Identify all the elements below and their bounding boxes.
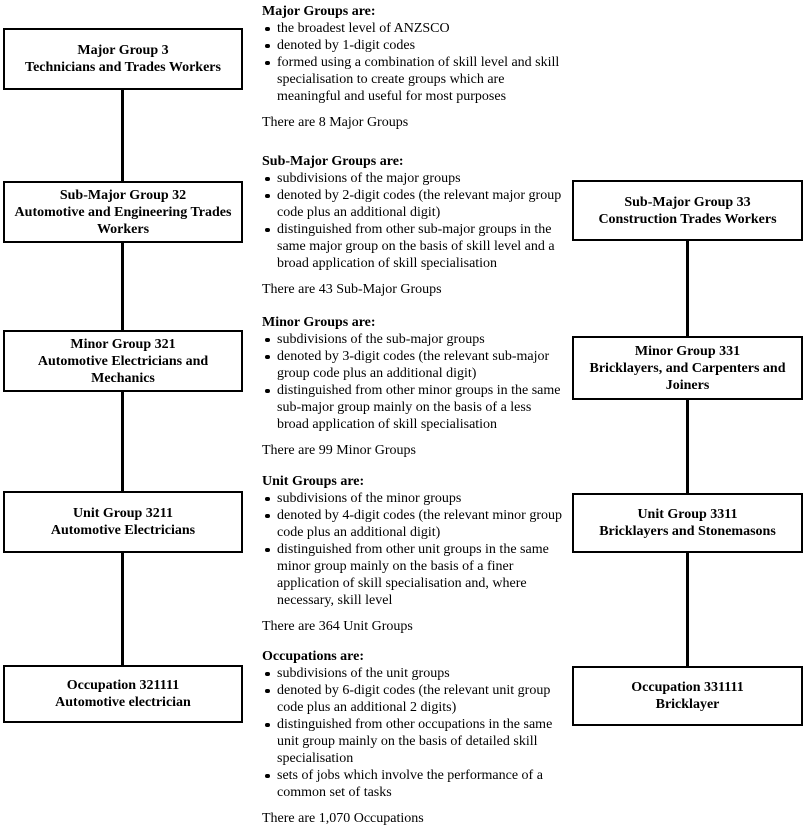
section-minor-groups [262, 314, 562, 459]
connector-right-3 [686, 553, 689, 666]
box-code: Sub-Major Group 32 [59, 187, 187, 203]
bullet-list [262, 331, 562, 433]
connector-right-1 [686, 241, 689, 336]
section-sub-major-groups [262, 153, 562, 298]
bullet-item: the broadest level of ANZSCO [262, 20, 562, 37]
bullet-item: denoted by 1-digit codes [262, 37, 562, 54]
section-major-groups [262, 3, 562, 131]
bullet-list [262, 170, 562, 272]
bullet-item: subdivisions of the minor groups [262, 490, 562, 507]
section-heading: Unit Groups are: [262, 474, 365, 489]
box-code: Occupation 331111 [631, 680, 744, 695]
bullet-list [262, 665, 562, 801]
box-major-group-3 [3, 28, 243, 90]
box-name: Bricklayers and Stonemasons [599, 524, 776, 539]
bullet-item: denoted by 4-digit codes (the relevant minor group code plus an additional digit) [262, 507, 562, 541]
box-minor-group-331 [572, 336, 803, 400]
box-name: Technicians and Trades Workers [25, 60, 221, 75]
box-name: Automotive electrician [55, 695, 191, 710]
bullet-item: subdivisions of the sub-major groups [262, 331, 562, 348]
section-heading: Minor Groups are: [262, 315, 376, 330]
box-code: Major Group 3 [77, 43, 169, 58]
group-count: There are 8 Major Groups [262, 115, 409, 130]
connector-left-2 [121, 243, 124, 330]
box-name: Automotive and Engineering Trades Workers [14, 204, 232, 237]
box-code: Sub-Major Group 33 [624, 194, 751, 210]
group-count: There are 43 Sub-Major Groups [262, 282, 442, 297]
section-unit-groups [262, 473, 562, 635]
bullet-item: distinguished from other minor groups in the same sub-major group mainly on the basis of a less broad application of skill specialisation [262, 382, 562, 433]
box-name: Construction Trades Workers [598, 211, 777, 227]
group-count: There are 364 Unit Groups [262, 619, 413, 634]
box-name: Bricklayers, and Carpenters and Joiners [589, 360, 786, 393]
section-heading: Occupations are: [262, 649, 365, 664]
section-heading: Sub-Major Groups are: [262, 154, 404, 169]
box-occupation-321111 [3, 665, 243, 723]
box-code: Unit Group 3211 [72, 506, 174, 521]
box-code: Minor Group 321 [70, 336, 176, 352]
box-unit-group-3211 [3, 491, 243, 553]
box-name: Bricklayer [655, 697, 720, 712]
bullet-item: subdivisions of the unit groups [262, 665, 562, 682]
box-code: Occupation 321111 [66, 678, 180, 693]
box-sub-major-group-32 [3, 181, 243, 243]
bullet-list [262, 20, 562, 105]
bullet-list [262, 490, 562, 609]
bullet-item: distinguished from other occupations in the same unit group mainly on the basis of detailed skill specialisation [262, 716, 562, 767]
bullet-item: denoted by 3-digit codes (the relevant sub-major group code plus an additional digit) [262, 348, 562, 382]
connector-right-2 [686, 400, 689, 493]
bullet-item: denoted by 2-digit codes (the relevant major group code plus an additional digit) [262, 187, 562, 221]
group-count: There are 1,070 Occupations [262, 811, 424, 826]
bullet-item: distinguished from other sub-major groups in the same major group on the basis of skill level and a broad application of skill specialisation [262, 221, 562, 272]
bullet-item: distinguished from other unit groups in the same minor group mainly on the basis of a finer application of skill specialisation and, where necessary, skill level [262, 541, 562, 609]
box-name: Automotive Electricians and Mechanics [37, 353, 209, 386]
box-unit-group-3311 [572, 493, 803, 553]
section-heading: Major Groups are: [262, 4, 376, 19]
connector-left-1 [121, 90, 124, 181]
bullet-item: denoted by 6-digit codes (the relevant unit group code plus an additional 2 digits) [262, 682, 562, 716]
bullet-item: subdivisions of the major groups [262, 170, 562, 187]
box-code: Unit Group 3311 [637, 507, 738, 522]
box-minor-group-321 [3, 330, 243, 392]
box-name: Automotive Electricians [50, 523, 196, 538]
bullet-item: formed using a combination of skill level and skill specialisation to create groups which are meaningful and useful for most purposes [262, 54, 562, 105]
connector-left-3 [121, 392, 124, 491]
section-occupations [262, 648, 562, 827]
group-count: There are 99 Minor Groups [262, 443, 416, 458]
box-code: Minor Group 331 [634, 343, 741, 359]
box-sub-major-group-33 [572, 180, 803, 241]
bullet-item: sets of jobs which involve the performance of a common set of tasks [262, 767, 562, 801]
connector-left-4 [121, 553, 124, 665]
box-occupation-331111 [572, 666, 803, 726]
